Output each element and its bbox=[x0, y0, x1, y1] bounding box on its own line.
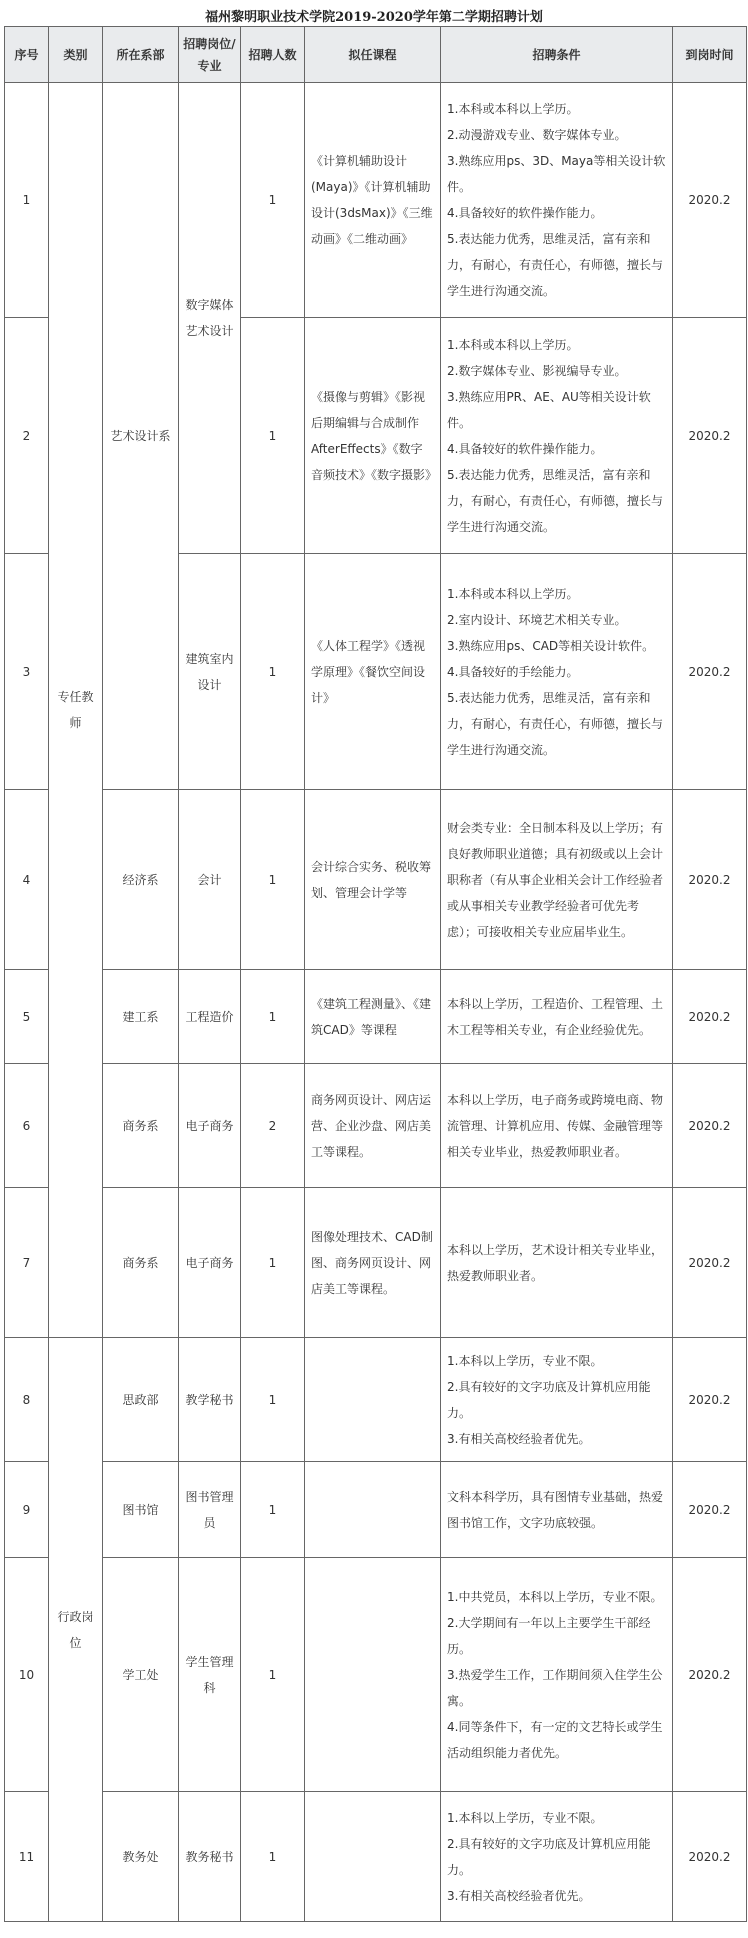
requirement-line: 3.有相关高校经验者优先。 bbox=[447, 1888, 591, 1903]
cell-position: 学生管理科 bbox=[179, 1558, 241, 1792]
cell-seq: 8 bbox=[5, 1338, 49, 1462]
cell-requirements bbox=[441, 1188, 673, 1338]
cell-courses: 会计综合实务、税收筹划、管理会计学等 bbox=[305, 790, 441, 970]
cell-dept: 商务系 bbox=[103, 1188, 179, 1338]
header-seq: 序号 bbox=[5, 27, 49, 83]
cell-seq: 4 bbox=[5, 790, 49, 970]
table-row bbox=[5, 1462, 747, 1558]
cell-requirements bbox=[441, 790, 673, 970]
cell-requirements bbox=[441, 83, 673, 318]
header-row bbox=[5, 27, 747, 83]
requirement-line: 5.表达能力优秀，思维灵活，富有亲和力，有耐心，有责任心，有师德，擅长与学生进行沟通交流。 bbox=[447, 232, 664, 298]
cell-count: 1 bbox=[241, 1792, 305, 1922]
cell-count: 1 bbox=[241, 83, 305, 318]
cell-requirements bbox=[441, 1338, 673, 1462]
cell-courses: 《建筑工程测量》、《建筑CAD》等课程 bbox=[305, 970, 441, 1064]
cell-count: 1 bbox=[241, 1338, 305, 1462]
requirement-line: 3.有相关高校经验者优先。 bbox=[447, 1431, 591, 1446]
cell-requirements bbox=[441, 1462, 673, 1558]
cell-arrival: 2020.2 bbox=[673, 1558, 747, 1792]
cell-courses: 商务网页设计、网店运营、企业沙盘、网店美工等课程。 bbox=[305, 1064, 441, 1188]
cell-seq: 2 bbox=[5, 318, 49, 554]
cell-requirements bbox=[441, 1064, 673, 1188]
requirement-line: 本科以上学历，艺术设计相关专业毕业，热爱教师职业者。 bbox=[447, 1242, 664, 1283]
requirement-line: 3.热爱学生工作，工作期间须入住学生公寓。 bbox=[447, 1667, 663, 1708]
cell-courses: 《计算机辅助设计(Maya)》《计算机辅助设计(3dsMax)》《三维动画》《二维动画》 bbox=[305, 83, 441, 318]
requirement-line: 3.熟练应用PR、AE、AU等相关设计软件。 bbox=[447, 389, 651, 430]
table-row bbox=[5, 1558, 747, 1792]
cell-seq: 1 bbox=[5, 83, 49, 318]
cell-courses bbox=[305, 1338, 441, 1462]
cell-dept: 思政部 bbox=[103, 1338, 179, 1462]
header-dept: 所在系部 bbox=[103, 27, 179, 83]
table-row bbox=[5, 1792, 747, 1922]
header-category: 类别 bbox=[49, 27, 103, 83]
cell-requirements bbox=[441, 318, 673, 554]
requirement-line: 4.具备较好的软件操作能力。 bbox=[447, 441, 603, 456]
cell-seq: 10 bbox=[5, 1558, 49, 1792]
requirement-line: 本科以上学历，电子商务或跨境电商、物流管理、计算机应用、传媒、金融管理等相关专业毕业，热爱教师职业者。 bbox=[447, 1092, 664, 1159]
cell-position: 教学秘书 bbox=[179, 1338, 241, 1462]
cell-dept: 经济系 bbox=[103, 790, 179, 970]
requirement-line: 1.本科以上学历，专业不限。 bbox=[447, 1810, 603, 1825]
header-courses: 拟任课程 bbox=[305, 27, 441, 83]
cell-dept: 图书馆 bbox=[103, 1462, 179, 1558]
table-row bbox=[5, 790, 747, 970]
cell-arrival: 2020.2 bbox=[673, 1064, 747, 1188]
requirement-line: 1.本科或本科以上学历。 bbox=[447, 337, 579, 352]
cell-count: 1 bbox=[241, 554, 305, 790]
cell-position: 电子商务 bbox=[179, 1188, 241, 1338]
requirement-line: 4.具备较好的手绘能力。 bbox=[447, 664, 579, 679]
header-requirements: 招聘条件 bbox=[441, 27, 673, 83]
requirement-line: 2.数字媒体专业、影视编导专业。 bbox=[447, 363, 627, 378]
cell-dept: 艺术设计系 bbox=[103, 83, 179, 790]
cell-arrival: 2020.2 bbox=[673, 1792, 747, 1922]
requirement-line: 4.同等条件下，有一定的文艺特长或学生活动组织能力者优先。 bbox=[447, 1719, 663, 1760]
cell-position: 工程造价 bbox=[179, 970, 241, 1064]
requirement-line: 3.熟练应用ps、CAD等相关设计软件。 bbox=[447, 638, 655, 653]
cell-position: 图书管理员 bbox=[179, 1462, 241, 1558]
cell-seq: 11 bbox=[5, 1792, 49, 1922]
table-row bbox=[5, 1338, 747, 1462]
table-row bbox=[5, 970, 747, 1064]
requirement-line: 财会类专业：全日制本科及以上学历；有良好教师职业道德；具有初级或以上会计职称者（有从事企业相关会计工作经验者或从事相关专业教学经验者可优先考虑）；可接收相关专业应届毕业生。 bbox=[447, 820, 664, 939]
cell-position: 会计 bbox=[179, 790, 241, 970]
cell-seq: 6 bbox=[5, 1064, 49, 1188]
requirement-line: 1.本科以上学历，专业不限。 bbox=[447, 1353, 603, 1368]
requirement-line: 2.室内设计、环境艺术相关专业。 bbox=[447, 612, 627, 627]
table-row bbox=[5, 1064, 747, 1188]
table-row bbox=[5, 1188, 747, 1338]
cell-arrival: 2020.2 bbox=[673, 1188, 747, 1338]
cell-arrival: 2020.2 bbox=[673, 318, 747, 554]
cell-arrival: 2020.2 bbox=[673, 790, 747, 970]
cell-position: 电子商务 bbox=[179, 1064, 241, 1188]
header-arrival: 到岗时间 bbox=[673, 27, 747, 83]
cell-position: 建筑室内设计 bbox=[179, 554, 241, 790]
requirement-line: 2.大学期间有一年以上主要学生干部经历。 bbox=[447, 1615, 651, 1656]
requirement-line: 本科以上学历，工程造价、工程管理、土木工程等相关专业，有企业经验优先。 bbox=[447, 996, 664, 1037]
cell-courses bbox=[305, 1462, 441, 1558]
cell-category: 行政岗位 bbox=[49, 1338, 103, 1922]
requirement-line: 1.中共党员，本科以上学历，专业不限。 bbox=[447, 1589, 663, 1604]
cell-seq: 3 bbox=[5, 554, 49, 790]
requirement-line: 5.表达能力优秀，思维灵活，富有亲和力，有耐心，有责任心，有师德，擅长与学生进行沟通交流。 bbox=[447, 467, 664, 534]
cell-requirements bbox=[441, 1558, 673, 1792]
cell-seq: 9 bbox=[5, 1462, 49, 1558]
cell-count: 1 bbox=[241, 1462, 305, 1558]
cell-dept: 教务处 bbox=[103, 1792, 179, 1922]
cell-requirements bbox=[441, 1792, 673, 1922]
cell-arrival: 2020.2 bbox=[673, 970, 747, 1064]
cell-dept: 商务系 bbox=[103, 1064, 179, 1188]
table-row bbox=[5, 83, 747, 318]
requirement-line: 1.本科或本科以上学历。 bbox=[447, 586, 579, 601]
document-title: 福州黎明职业技术学院2019-2020学年第二学期招聘计划 bbox=[205, 10, 543, 25]
cell-courses: 《摄像与剪辑》《影视后期编辑与合成制作AfterEffects》《数字音频技术》《数字摄影》 bbox=[305, 318, 441, 554]
requirement-line: 文科本科学历，具有图情专业基础，热爱图书馆工作，文字功底较强。 bbox=[447, 1489, 664, 1530]
cell-arrival: 2020.2 bbox=[673, 554, 747, 790]
requirement-line: 3.熟练应用ps、3D、Maya等相关设计软件。 bbox=[447, 154, 666, 194]
requirement-line: 4.具备较好的软件操作能力。 bbox=[447, 206, 603, 220]
cell-arrival: 2020.2 bbox=[673, 1338, 747, 1462]
requirement-line: 1.本科或本科以上学历。 bbox=[447, 102, 579, 116]
header-position: 招聘岗位/专业 bbox=[179, 27, 241, 83]
cell-courses: 图像处理技术、CAD制图、商务网页设计、网店美工等课程。 bbox=[305, 1188, 441, 1338]
requirement-line: 2.具有较好的文字功底及计算机应用能力。 bbox=[447, 1836, 651, 1877]
cell-position: 数字媒体艺术设计 bbox=[179, 83, 241, 554]
cell-count: 2 bbox=[241, 1064, 305, 1188]
cell-count: 1 bbox=[241, 1558, 305, 1792]
requirement-line: 5.表达能力优秀，思维灵活，富有亲和力，有耐心，有责任心，有师德，擅长与学生进行沟通交流。 bbox=[447, 690, 664, 757]
cell-requirements bbox=[441, 970, 673, 1064]
requirement-line: 2.动漫游戏专业、数字媒体专业。 bbox=[447, 128, 627, 142]
cell-arrival: 2020.2 bbox=[673, 1462, 747, 1558]
cell-count: 1 bbox=[241, 1188, 305, 1338]
cell-arrival: 2020.2 bbox=[673, 83, 747, 318]
cell-dept: 建工系 bbox=[103, 970, 179, 1064]
cell-count: 1 bbox=[241, 790, 305, 970]
cell-position: 教务秘书 bbox=[179, 1792, 241, 1922]
cell-seq: 7 bbox=[5, 1188, 49, 1338]
recruitment-table bbox=[4, 26, 747, 1922]
requirement-line: 2.具有较好的文字功底及计算机应用能力。 bbox=[447, 1379, 651, 1420]
cell-dept: 学工处 bbox=[103, 1558, 179, 1792]
cell-courses bbox=[305, 1558, 441, 1792]
cell-courses: 《人体工程学》《透视学原理》《餐饮空间设计》 bbox=[305, 554, 441, 790]
cell-count: 1 bbox=[241, 318, 305, 554]
cell-courses bbox=[305, 1792, 441, 1922]
cell-seq: 5 bbox=[5, 970, 49, 1064]
cell-count: 1 bbox=[241, 970, 305, 1064]
cell-category: 专任教师 bbox=[49, 83, 103, 1338]
header-count: 招聘人数 bbox=[241, 27, 305, 83]
cell-requirements bbox=[441, 554, 673, 790]
